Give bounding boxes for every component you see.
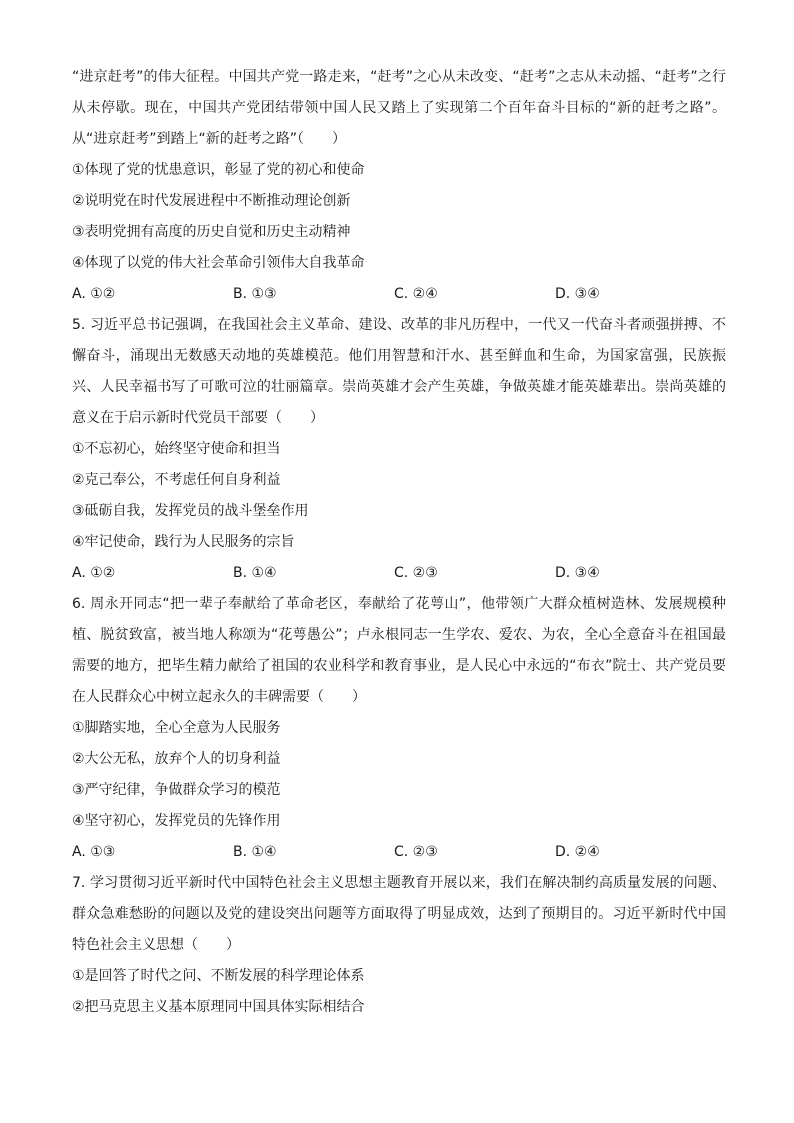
option-2: ②说明党在时代发展进程中不断推动理论创新 xyxy=(72,193,351,209)
choice-a: A. ①② xyxy=(72,286,116,302)
question-stem: 6. 周永开同志“把一辈子奉献给了革命老区，奉献给了花萼山”，他带领广大群众植树造林、发展规模种植、脱贫致富，被当地人称颂为“花萼愚公”；卢永根同志一生学农、爱农、为农，全心全意奋斗在祖国最需要的地方，把毕生精力献给了祖国的农业科学和教育事业，是人民心中永远的“布衣”院士、共产党员要在人民群众心中树立起永久的丰碑需要（ ） xyxy=(72,596,726,705)
option-4: ④牢记使命，践行为人民服务的宗旨 xyxy=(72,534,295,550)
option-1: ①是回答了时代之问、不断发展的科学理论体系 xyxy=(72,968,365,984)
choice-a: A. ①③ xyxy=(72,844,116,860)
option-2: ②把马克思主义基本原理同中国具体实际相结合 xyxy=(72,999,365,1015)
option-4: ④体现了以党的伟大社会革命引领伟大自我革命 xyxy=(72,255,365,271)
choice-b: B. ①③ xyxy=(233,286,277,302)
option-3: ③严守纪律，争做群众学习的模范 xyxy=(72,782,281,798)
choice-a: A. ①② xyxy=(72,565,116,581)
choice-c: C. ②③ xyxy=(394,565,438,581)
question-stem: “进京赶考”的伟大征程。中国共产党一路走来，“赶考”之心从未改变、“赶考”之志从未动摇、“赶考”之行从未停歇。现在，中国共产党团结带领中国人民又踏上了实现第二个百年奋斗目标的“新的赶考之路”。从“进京赶考”到踏上“新的赶考之路”（ ） xyxy=(72,69,726,147)
choice-b: B. ①④ xyxy=(233,565,277,581)
option-3: ③表明党拥有高度的历史自觉和历史主动精神 xyxy=(72,224,351,240)
question-block xyxy=(72,868,726,1023)
choice-d: D. ③④ xyxy=(555,565,600,581)
choice-d: D. ②④ xyxy=(555,844,600,860)
option-3: ③砥砺自我，发挥党员的战斗堡垒作用 xyxy=(72,503,309,519)
choice-d: D. ③④ xyxy=(555,286,600,302)
question-block xyxy=(72,62,726,310)
choice-c: C. ②④ xyxy=(394,286,438,302)
choice-b: B. ①④ xyxy=(233,844,277,860)
option-1: ①脚踏实地，全心全意为人民服务 xyxy=(72,720,281,736)
option-4: ④坚守初心，发挥党员的先锋作用 xyxy=(72,813,281,829)
answer-choices xyxy=(72,279,726,310)
answer-choices xyxy=(72,837,726,868)
answer-choices xyxy=(72,558,726,589)
document-page xyxy=(72,62,726,1023)
option-1: ①不忘初心，始终坚守使命和担当 xyxy=(72,441,281,457)
option-2: ②克己奉公，不考虑任何自身利益 xyxy=(72,472,281,488)
question-stem: 7. 学习贯彻习近平新时代中国特色社会主义思想主题教育开展以来，我们在解决制约高质量发展的问题、群众急难愁盼的问题以及党的建设突出问题等方面取得了明显成效，达到了预期目的。习近平新时代中国特色社会主义思想（ ） xyxy=(72,875,726,953)
question-block xyxy=(72,589,726,868)
choice-c: C. ②③ xyxy=(394,844,438,860)
option-1: ①体现了党的忧患意识，彰显了党的初心和使命 xyxy=(72,162,365,178)
question-stem: 5. 习近平总书记强调，在我国社会主义革命、建设、改革的非凡历程中，一代又一代奋斗者顽强拼搏、不懈奋斗，涌现出无数感天动地的英雄模范。他们用智慧和汗水、甚至鲜血和生命，为国家富强，民族振兴、人民幸福书写了可歌可泣的壮丽篇章。崇尚英雄才会产生英雄，争做英雄才能英雄辈出。崇尚英雄的意义在于启示新时代党员干部要（ ） xyxy=(72,317,726,426)
option-2: ②大公无私，放弃个人的切身利益 xyxy=(72,751,281,767)
question-block xyxy=(72,310,726,589)
